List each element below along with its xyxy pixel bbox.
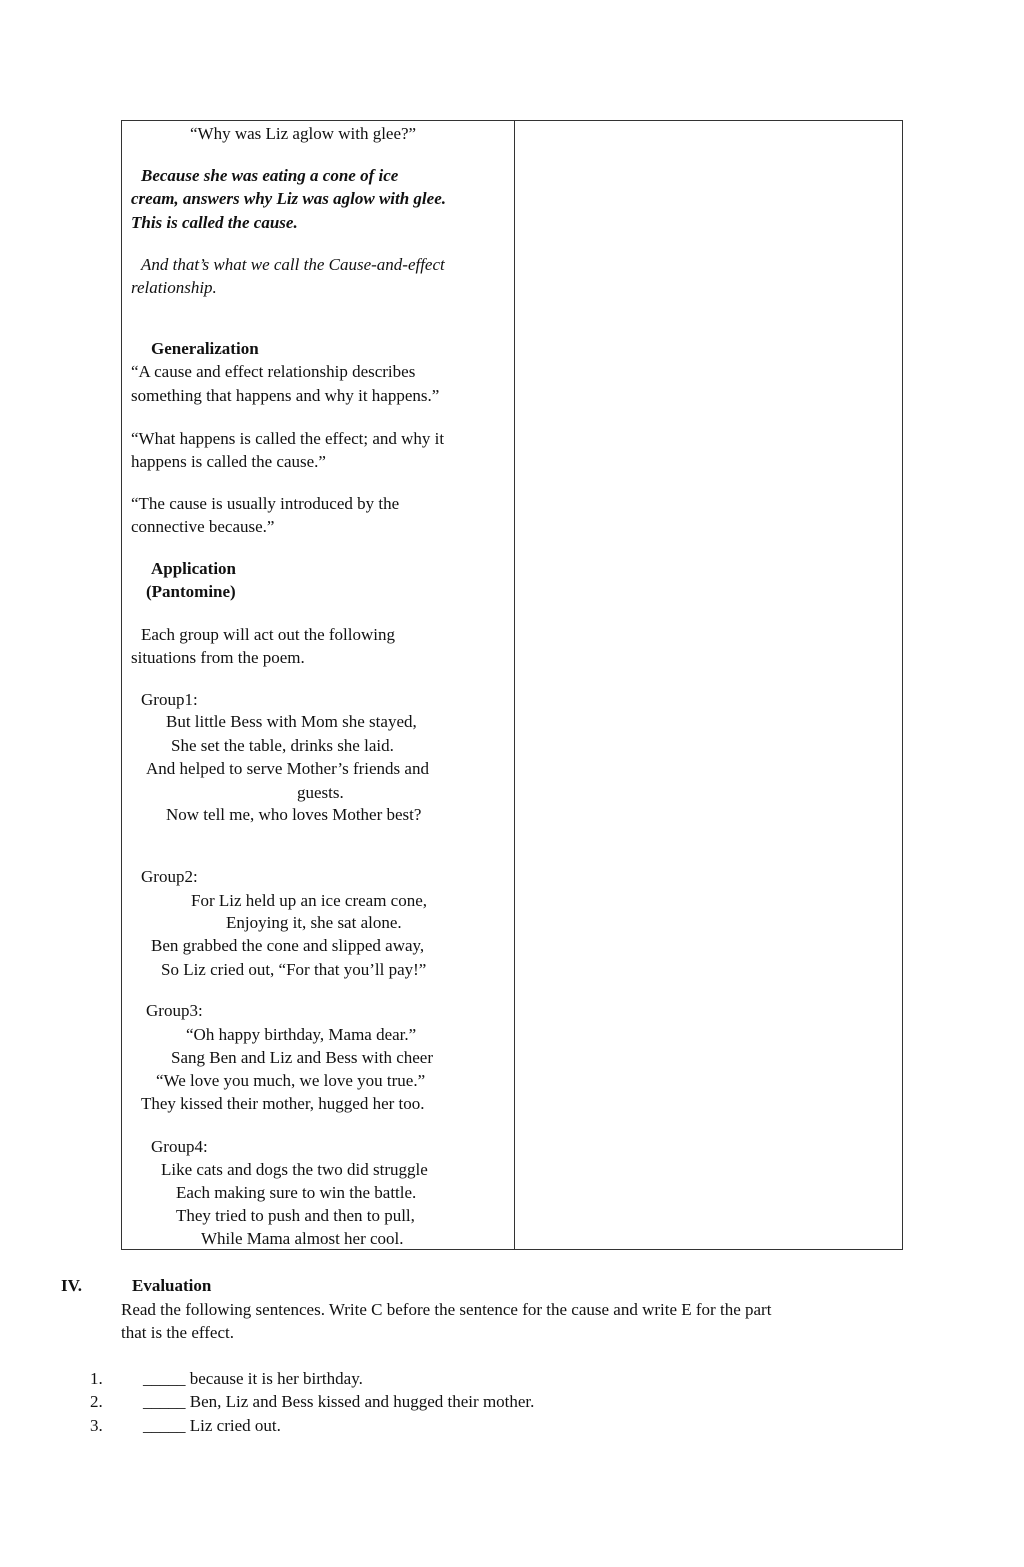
- poem-line: Now tell me, who loves Mother best?: [166, 805, 422, 824]
- question-text: “Why was Liz aglow with glee?”: [190, 124, 417, 143]
- evaluation-item: _____ Liz cried out.: [143, 1416, 281, 1435]
- poem-line: But little Bess with Mom she stayed,: [166, 712, 417, 731]
- section-numeral: IV.: [61, 1276, 82, 1295]
- application-subheading: (Pantomine): [146, 582, 236, 601]
- poem-line: Ben grabbed the cone and slipped away,: [151, 936, 425, 955]
- generalization-text: “The cause is usually introduced by the: [131, 494, 400, 513]
- poem-line: So Liz cried out, “For that you’ll pay!”: [161, 960, 427, 979]
- cause-answer-line: cream, answers why Liz was aglow with glee.: [131, 189, 446, 208]
- evaluation-item: _____ Ben, Liz and Bess kissed and hugged their mother.: [143, 1392, 535, 1411]
- poem-line: “Oh happy birthday, Mama dear.”: [186, 1025, 417, 1044]
- poem-line: Sang Ben and Liz and Bess with cheer: [171, 1048, 434, 1067]
- evaluation-item: _____ because it is her birthday.: [143, 1369, 363, 1388]
- poem-line: They kissed their mother, hugged her too.: [141, 1094, 425, 1113]
- item-number: 1.: [90, 1369, 103, 1388]
- generalization-text: “A cause and effect relationship describes: [131, 362, 416, 381]
- poem-line: “We love you much, we love you true.”: [156, 1071, 426, 1090]
- poem-line: For Liz held up an ice cream cone,: [191, 891, 428, 910]
- generalization-text: “What happens is called the effect; and why it: [131, 429, 445, 448]
- generalization-text: connective because.”: [131, 517, 275, 536]
- group-label: Group4:: [151, 1137, 208, 1156]
- group-label: Group2:: [141, 867, 198, 886]
- item-number: 3.: [90, 1416, 103, 1435]
- application-intro: situations from the poem.: [131, 648, 305, 667]
- evaluation-instructions: Read the following sentences. Write C before the sentence for the cause and write E for the part: [121, 1300, 772, 1319]
- cause-answer-line: This is called the cause.: [131, 213, 298, 232]
- generalization-heading: Generalization: [151, 339, 259, 358]
- evaluation-heading: Evaluation: [132, 1276, 212, 1295]
- poem-line: Each making sure to win the battle.: [176, 1183, 417, 1202]
- application-intro: Each group will act out the following: [141, 625, 395, 644]
- generalization-text: happens is called the cause.”: [131, 452, 326, 471]
- table-column-divider: [514, 120, 515, 1250]
- poem-line: Like cats and dogs the two did struggle: [161, 1160, 428, 1179]
- poem-line: She set the table, drinks she laid.: [171, 736, 394, 755]
- group-label: Group1:: [141, 690, 198, 709]
- generalization-text: something that happens and why it happens.”: [131, 386, 440, 405]
- group-label: Group3:: [146, 1001, 203, 1020]
- relationship-note-line: And that’s what we call the Cause-and-effect: [141, 255, 445, 274]
- poem-line: guests.: [297, 783, 344, 802]
- application-heading: Application: [151, 559, 237, 578]
- relationship-note-line: relationship.: [131, 278, 217, 297]
- poem-line: Enjoying it, she sat alone.: [226, 913, 402, 932]
- item-number: 2.: [90, 1392, 103, 1411]
- poem-line: While Mama almost her cool.: [201, 1229, 404, 1248]
- cause-answer-line: Because she was eating a cone of ice: [141, 166, 399, 185]
- evaluation-instructions: that is the effect.: [121, 1323, 234, 1342]
- poem-line: And helped to serve Mother’s friends and: [146, 759, 429, 778]
- poem-line: They tried to push and then to pull,: [176, 1206, 415, 1225]
